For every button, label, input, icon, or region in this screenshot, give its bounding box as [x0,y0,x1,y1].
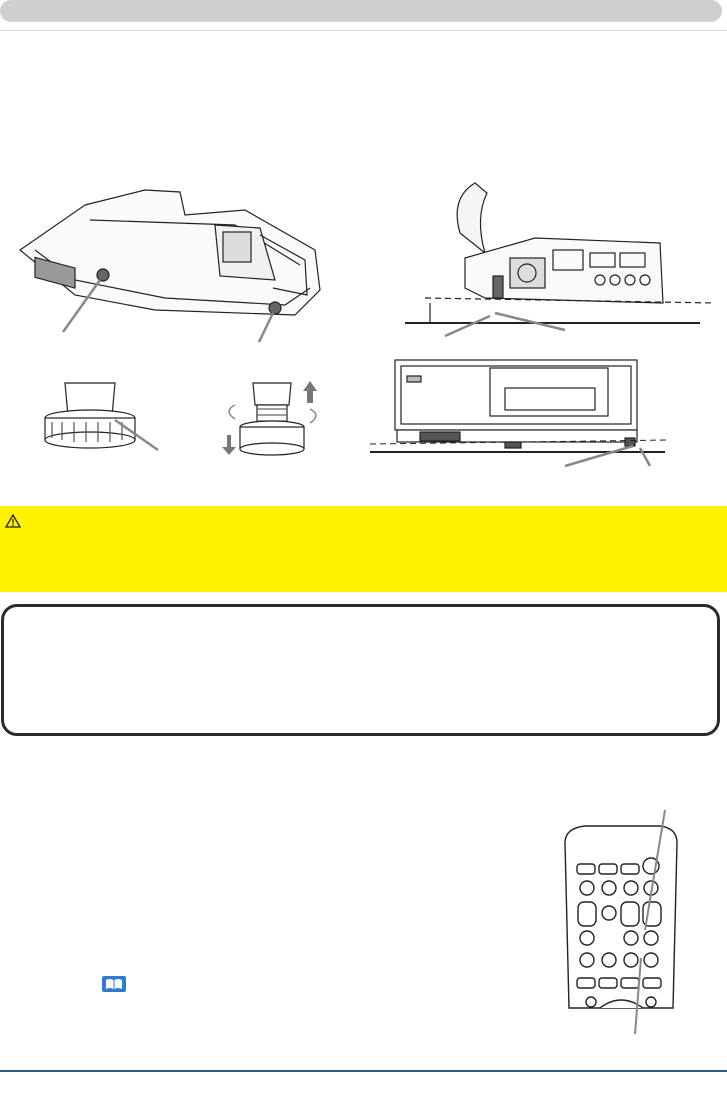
adjuster-foot-rotation-illustration [215,375,330,470]
projector-bottom-illustration [15,180,335,345]
warning-icon [5,514,21,528]
adjuster-foot-illustration [40,378,170,458]
remote-section [20,800,520,1000]
projector-front-illustration [365,358,685,468]
warning-box [0,506,727,592]
footer-divider [0,1070,727,1072]
header-divider [0,30,727,31]
remote-control-illustration [555,808,695,1038]
book-icon [102,976,126,992]
note-box [1,604,720,736]
section-header-bar [0,0,722,22]
projector-side-illustration [405,178,720,338]
